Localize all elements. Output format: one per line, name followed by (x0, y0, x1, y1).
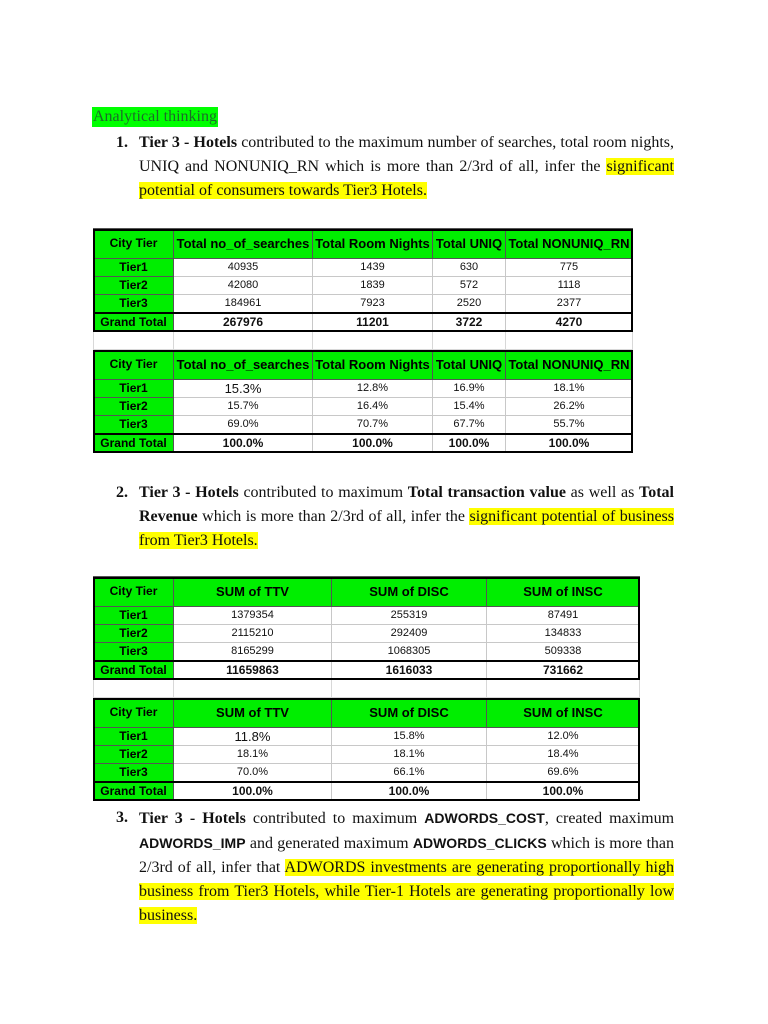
grand-total-row (94, 782, 640, 801)
table-cell: 67.7% (433, 416, 506, 435)
row-label: Tier2 (94, 625, 174, 643)
table-cell: 18.1% (332, 746, 487, 764)
spacer-row (94, 680, 640, 698)
table-header-row (94, 350, 633, 380)
row-label: Tier3 (94, 764, 174, 783)
table-cell: 1439 (313, 259, 433, 277)
row-label: Grand Total (94, 434, 174, 453)
row-label: Tier1 (94, 728, 174, 746)
table-row (94, 398, 633, 416)
finding-1 (116, 131, 674, 203)
column-header: SUM of INSC (487, 577, 640, 607)
table-row (94, 643, 640, 662)
row-label: Tier3 (94, 416, 174, 435)
spacer-cell (313, 332, 433, 350)
table-cell: 255319 (332, 607, 487, 625)
finding-body: contributed to maximum (245, 810, 425, 827)
table-cell: 292409 (332, 625, 487, 643)
total-cell: 267976 (174, 313, 313, 332)
total-cell: 11659863 (174, 661, 332, 680)
total-cell: 100.0% (433, 434, 506, 453)
column-header: City Tier (94, 577, 174, 607)
finding-body: and generated maximum (245, 835, 413, 852)
spacer-row (94, 332, 633, 350)
table-header-row (94, 229, 633, 259)
table-cell: 70.0% (174, 764, 332, 783)
finding-keyword: ADWORDS_COST (424, 810, 545, 826)
table-cell: 2520 (433, 295, 506, 314)
table-cell: 775 (506, 259, 633, 277)
finding-body: which is more than 2/3rd of all, infer that (139, 835, 674, 876)
column-header: SUM of TTV (174, 698, 332, 728)
column-header: SUM of INSC (487, 698, 640, 728)
finding-body: contributed to maximum (238, 484, 408, 501)
table-row (94, 607, 640, 625)
total-cell: 100.0% (332, 782, 487, 801)
section-heading: Analytical thinking (93, 108, 217, 125)
table-cell: 15.7% (174, 398, 313, 416)
column-header: City Tier (94, 350, 174, 380)
total-cell: 11201 (313, 313, 433, 332)
total-cell: 100.0% (174, 782, 332, 801)
table-row (94, 380, 633, 398)
table-cell: 18.1% (174, 746, 332, 764)
table-cell: 7923 (313, 295, 433, 314)
table-cell: 87491 (487, 607, 640, 625)
table-cell: 66.1% (332, 764, 487, 783)
table-cell: 70.7% (313, 416, 433, 435)
table-cell: 18.4% (487, 746, 640, 764)
table-row (94, 728, 640, 746)
table-cell: 2115210 (174, 625, 332, 643)
row-label: Tier1 (94, 607, 174, 625)
row-label: Tier1 (94, 380, 174, 398)
table-cell: 1118 (506, 277, 633, 295)
searches-table (93, 228, 633, 453)
column-header: City Tier (94, 698, 174, 728)
table-cell: 1379354 (174, 607, 332, 625)
table-cell: 15.8% (332, 728, 487, 746)
column-header: Total UNIQ (433, 229, 506, 259)
table-cell: 184961 (174, 295, 313, 314)
table-row (94, 416, 633, 435)
revenue-table (93, 576, 640, 801)
table-cell: 42080 (174, 277, 313, 295)
table-cell: 18.1% (506, 380, 633, 398)
table-cell: 55.7% (506, 416, 633, 435)
table-cell: 12.0% (487, 728, 640, 746)
row-label: Tier2 (94, 746, 174, 764)
column-header: SUM of DISC (332, 698, 487, 728)
finding-text (139, 481, 674, 553)
total-cell: 4270 (506, 313, 633, 332)
row-label: Tier3 (94, 643, 174, 662)
spacer-cell (332, 680, 487, 698)
revenue-table-body (94, 577, 640, 801)
finding-number: 1. (116, 134, 128, 151)
grand-total-row (94, 661, 640, 680)
table-cell: 11.8% (174, 728, 332, 746)
finding-3 (116, 806, 674, 928)
column-header: City Tier (94, 229, 174, 259)
total-cell: 1616033 (332, 661, 487, 680)
table-cell: 2377 (506, 295, 633, 314)
finding-highlight: significant potential of business from Tier3 Hotels. (139, 508, 674, 549)
table-cell: 8165299 (174, 643, 332, 662)
column-header: Total NONUNIQ_RN (506, 229, 633, 259)
table-cell: 26.2% (506, 398, 633, 416)
spacer-cell (487, 680, 640, 698)
column-header: SUM of DISC (332, 577, 487, 607)
column-header: Total Room Nights (313, 229, 433, 259)
finding-number: 3. (116, 809, 128, 826)
row-label: Tier2 (94, 277, 174, 295)
row-label: Grand Total (94, 661, 174, 680)
row-label: Grand Total (94, 313, 174, 332)
column-header: Total UNIQ (433, 350, 506, 380)
table-cell: 1839 (313, 277, 433, 295)
spacer-cell (174, 332, 313, 350)
table-cell: 1068305 (332, 643, 487, 662)
total-cell: 731662 (487, 661, 640, 680)
table-row (94, 259, 633, 277)
table-cell: 40935 (174, 259, 313, 277)
grand-total-row (94, 434, 633, 453)
total-cell: 100.0% (506, 434, 633, 453)
row-label: Tier3 (94, 295, 174, 314)
finding-subject: Tier 3 - Hotels (139, 484, 239, 501)
table-cell: 12.8% (313, 380, 433, 398)
spacer-cell (506, 332, 633, 350)
finding-text (139, 806, 674, 928)
row-label: Grand Total (94, 782, 174, 801)
finding-number: 2. (116, 484, 128, 501)
column-header: Total no_of_searches (174, 229, 313, 259)
finding-body: which is more than 2/3rd of all, infer the (197, 508, 470, 525)
finding-keyword: ADWORDS_IMP (139, 835, 246, 851)
spacer-cell (94, 680, 174, 698)
table-cell: 134833 (487, 625, 640, 643)
finding-body: as well as (565, 484, 640, 501)
table-cell: 509338 (487, 643, 640, 662)
finding-keyword: Total transaction value (407, 484, 566, 501)
table-cell: 69.6% (487, 764, 640, 783)
finding-subject: Tier 3 - Hotels (139, 134, 238, 151)
row-label: Tier1 (94, 259, 174, 277)
table-row (94, 277, 633, 295)
column-header: Total Room Nights (313, 350, 433, 380)
table-cell: 15.3% (174, 380, 313, 398)
table-row (94, 625, 640, 643)
spacer-cell (433, 332, 506, 350)
searches-table-body (94, 229, 633, 453)
spacer-cell (94, 332, 174, 350)
finding-highlight: significant potential of consumers towards Tier3 Hotels. (139, 158, 674, 199)
finding-2 (116, 481, 674, 553)
spacer-cell (174, 680, 332, 698)
finding-text (139, 131, 674, 203)
column-header: Total no_of_searches (174, 350, 313, 380)
finding-body: , created maximum (544, 810, 675, 827)
total-cell: 100.0% (487, 782, 640, 801)
finding-subject: Tier 3 - Hotels (139, 810, 246, 827)
table-header-row (94, 577, 640, 607)
finding-highlight: ADWORDS investments are generating proportionally high business from Tier3 Hotels, while Tier-1 Hotels are generating proportionally low business. (139, 859, 674, 924)
table-row (94, 764, 640, 783)
table-cell: 16.4% (313, 398, 433, 416)
grand-total-row (94, 313, 633, 332)
total-cell: 100.0% (174, 434, 313, 453)
finding-keyword: Total Revenue (139, 484, 674, 525)
table-cell: 15.4% (433, 398, 506, 416)
table-row (94, 746, 640, 764)
row-label: Tier2 (94, 398, 174, 416)
table-row (94, 295, 633, 314)
column-header: SUM of TTV (174, 577, 332, 607)
total-cell: 100.0% (313, 434, 433, 453)
finding-body: contributed to the maximum number of searches, total room nights, UNIQ and NONUNIQ_RN which is more than 2/3rd of all, infer the (139, 134, 674, 175)
finding-keyword: ADWORDS_CLICKS (412, 835, 547, 851)
table-cell: 16.9% (433, 380, 506, 398)
table-cell: 630 (433, 259, 506, 277)
table-cell: 69.0% (174, 416, 313, 435)
total-cell: 3722 (433, 313, 506, 332)
table-cell: 572 (433, 277, 506, 295)
column-header: Total NONUNIQ_RN (506, 350, 633, 380)
table-header-row (94, 698, 640, 728)
